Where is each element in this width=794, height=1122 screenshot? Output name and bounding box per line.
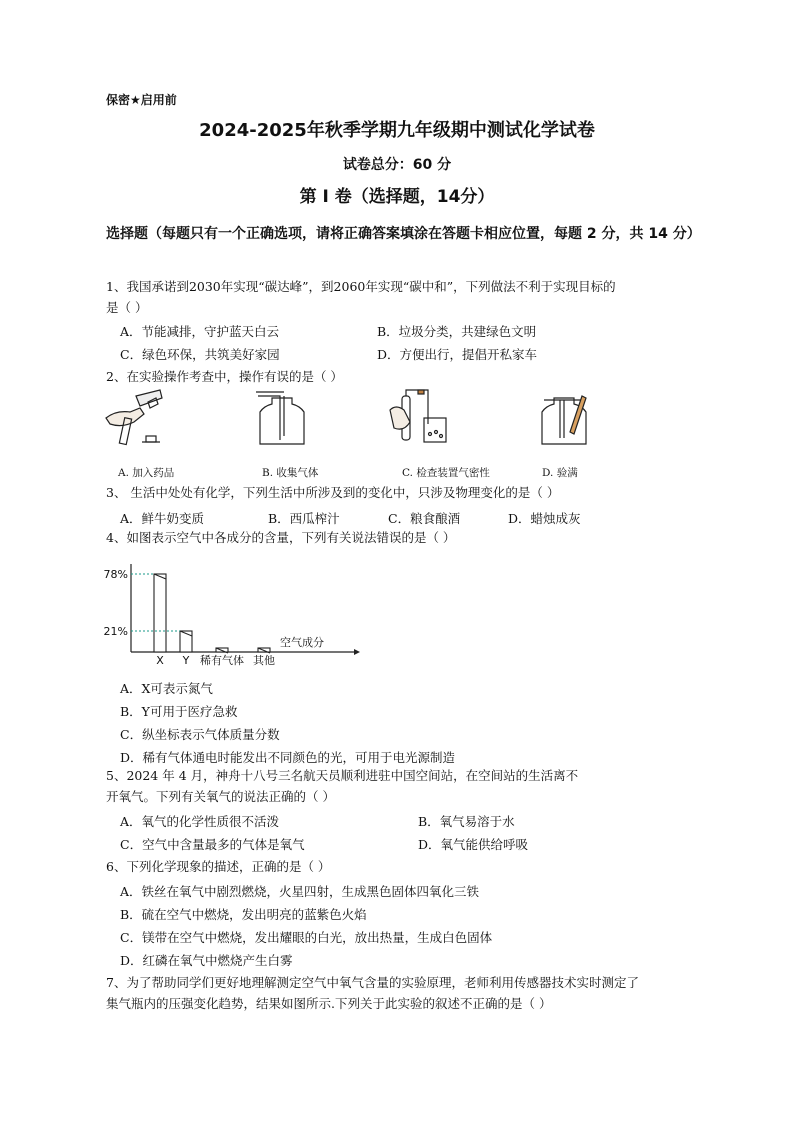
- category-label-3: 其他: [253, 654, 275, 667]
- y-tick-label-1: 21%: [104, 625, 128, 638]
- q1-option-c: C．绿色环保，共筑美好家园: [120, 347, 280, 362]
- section-instruction: 选择题（每题只有一个正确选项，请将正确答案填涂在答题卡相应位置，每题 2 分，共 14 分）: [106, 226, 701, 242]
- q1-option-b: B．垃圾分类，共建绿色文明: [377, 324, 537, 339]
- q4-option-c: C．纵坐标表示气体质量分数: [120, 727, 280, 742]
- q5-stem-line1: 5、2024 年 4 月，神舟十八号三名航天员顺利进驻中国空间站，在空间站的生活离不: [106, 768, 579, 783]
- q6-option-a: A．铁丝在氧气中剧烈燃烧，火星四射，生成黑色固体四氧化三铁: [120, 884, 480, 899]
- volume-heading: 第 Ⅰ 卷（选择题，14分）: [299, 187, 495, 207]
- exam-title: 2024-2025年秋季学期九年级期中测试化学试卷: [199, 120, 595, 141]
- category-label-2: 稀有气体: [200, 654, 244, 667]
- q5-stem-line2: 开氧气。下列有关氧气的说法正确的（ ）: [106, 789, 335, 804]
- q3-option-c: C．粮食酿酒: [388, 511, 461, 526]
- q2-caption-c: C. 检查装置气密性: [402, 467, 490, 479]
- x-axis-arrow: [354, 649, 360, 655]
- bar-1: [180, 631, 192, 652]
- q3-option-b: B．西瓜榨汁: [268, 511, 340, 526]
- q3-option-d: D．蜡烛成灰: [508, 511, 581, 526]
- q7-stem-line1: 7、为了帮助同学们更好地理解测定空气中氧气含量的实验原理，老师利用传感器技术实时测定了: [106, 975, 639, 990]
- confidential-mark: 保密★启用前: [106, 93, 177, 107]
- q6-stem: 6、下列化学现象的描述，正确的是（ ）: [106, 859, 331, 874]
- q7-stem-line2: 集气瓶内的压强变化趋势，结果如图所示.下列关于此实验的叙述不正确的是（ ）: [106, 996, 552, 1011]
- q3-stem: 3、 生活中处处有化学，下列生活中所涉及到的变化中，只涉及物理变化的是（ ）: [106, 485, 560, 500]
- q5-option-d: D．氧气能供给呼吸: [418, 837, 529, 852]
- q5-option-a: A．氧气的化学性质很不活泼: [120, 814, 280, 829]
- category-label-1: Y: [182, 654, 190, 667]
- q5-option-b: B．氧气易溶于水: [418, 814, 515, 829]
- category-label-0: X: [156, 654, 164, 667]
- adding-reagent-figure: [106, 390, 162, 445]
- q6-option-c: C．镁带在空气中燃烧，发出耀眼的白光，放出热量，生成白色固体: [120, 930, 493, 945]
- q6-option-d: D．红磷在氧气中燃烧产生白雾: [120, 953, 293, 968]
- q4-option-a: A．X可表示氮气: [120, 681, 213, 696]
- q1-option-a: A．节能减排，守护蓝天白云: [120, 324, 280, 339]
- q2-apparatus-figures: [104, 388, 694, 450]
- y-tick-label-0: 78%: [104, 568, 128, 581]
- q4-option-d: D．稀有气体通电时能发出不同颜色的光，可用于电光源制造: [120, 750, 456, 765]
- check-full-figure: [542, 396, 586, 444]
- q3-option-a: A．鲜牛奶变质: [120, 511, 205, 526]
- airtightness-check-figure: [390, 390, 446, 442]
- q1-option-d: D．方便出行，提倡开私家车: [377, 347, 538, 362]
- q2-caption-b: B. 收集气体: [262, 467, 319, 479]
- q2-caption-d: D. 验满: [542, 467, 578, 479]
- q2-caption-a: A. 加入药品: [118, 467, 175, 479]
- gas-collection-figure: [256, 392, 304, 444]
- q4-stem: 4、如图表示空气中各成分的含量，下列有关说法错误的是（ ）: [106, 530, 456, 545]
- q6-option-b: B．硫在空气中燃烧，发出明亮的蓝紫色火焰: [120, 907, 367, 922]
- bar-0: [154, 574, 166, 652]
- x-axis-label: 空气成分: [280, 636, 324, 649]
- q2-stem: 2、在实验操作考查中，操作有误的是（ ）: [106, 369, 343, 384]
- q5-option-c: C．空气中含量最多的气体是氧气: [120, 837, 305, 852]
- air-composition-chart: [104, 560, 364, 670]
- q1-stem-line1: 1、我国承诺到2030年实现“碳达峰”，到2060年实现“碳中和”，下列做法不利于实现目标的: [106, 279, 616, 294]
- q4-option-b: B．Y可用于医疗急救: [120, 704, 238, 719]
- total-score: 试卷总分：60 分: [342, 157, 452, 173]
- q1-stem-line2: 是（ ）: [106, 300, 148, 315]
